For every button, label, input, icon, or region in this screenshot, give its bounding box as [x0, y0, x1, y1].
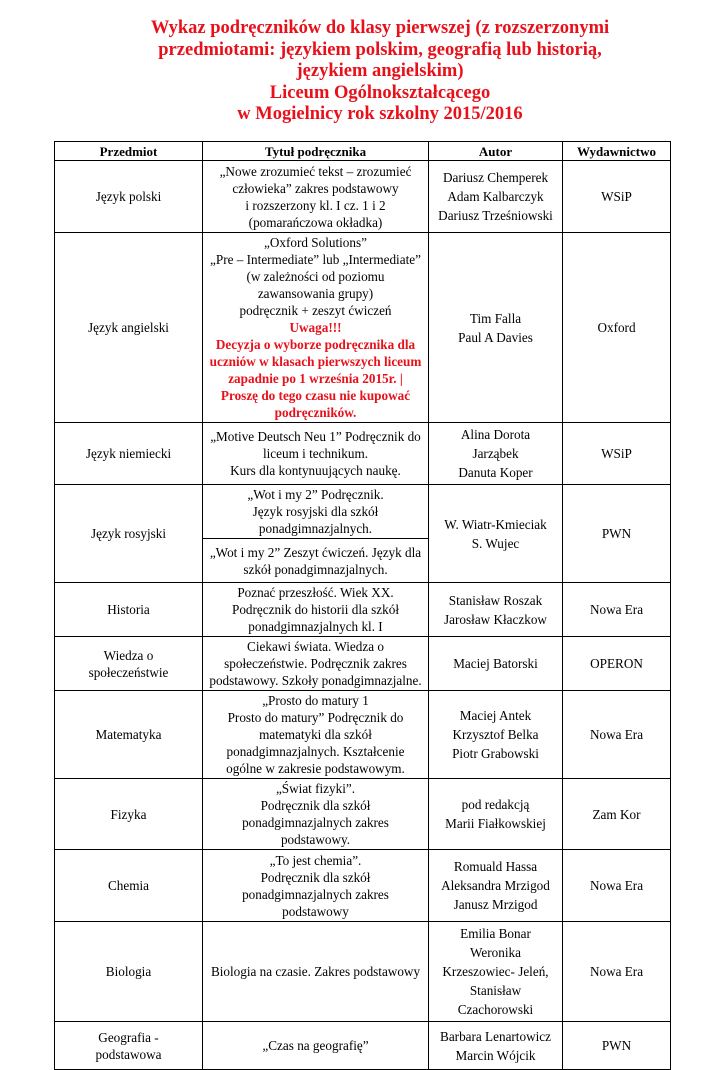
cell-line: Kurs dla kontynuujących naukę. — [230, 463, 401, 478]
publisher-cell: Nowa Era — [563, 922, 671, 1022]
cell-line: (pomarańczowa okładka) — [248, 214, 383, 230]
cell-line: Marcin Wójcik — [455, 1047, 536, 1063]
publisher-cell: Nowa Era — [563, 583, 671, 637]
cell-line: Biologia na czasie. Zakres podstawowy — [210, 964, 421, 979]
cell-line: W. Wiatr-Kmieciak — [444, 516, 547, 532]
subject-cell — [55, 850, 203, 922]
subject-cell — [55, 691, 203, 779]
cell-line: „Wot i my 2” Zeszyt ćwiczeń. Język dla — [209, 544, 422, 560]
cell-line: ogólne w zakresie podstawowym. — [226, 761, 405, 776]
publisher-cell: PWN — [563, 485, 671, 583]
author-cell — [429, 233, 563, 423]
author-cell — [429, 922, 563, 1022]
title-line: w Mogielnicy rok szkolny 2015/2016 — [237, 104, 523, 124]
cell-line: Historia — [107, 602, 150, 617]
cell-line: Chemia — [107, 878, 150, 893]
cell-line: (w zależności od poziomu — [246, 269, 385, 284]
title-line: przedmiotami: językiem polskim, geografią lub historią, — [158, 39, 602, 60]
cell-line: Fizyka — [110, 806, 147, 822]
cell-line: i rozszerzony kl. I cz. 1 i 2 — [245, 197, 386, 213]
cell-line: Język rosyjski — [90, 526, 167, 541]
textbook-table — [54, 141, 671, 1070]
header-title: Tytuł podręcznika — [203, 142, 429, 161]
cell-line: „Pre – Intermediate” lub „Intermediate” — [210, 252, 421, 267]
title-cell — [203, 922, 429, 1022]
subject-cell — [55, 637, 203, 691]
cell-line: podręczników. — [274, 405, 357, 420]
cell-line: Emilia Bonar — [460, 926, 531, 941]
title-cell — [203, 539, 429, 583]
cell-line: Tim Falla — [469, 310, 522, 326]
cell-line: Wiedza o — [103, 647, 154, 663]
table-row — [55, 485, 671, 539]
author-cell — [429, 423, 563, 485]
cell-line: Język rosyjski dla szkół — [252, 504, 379, 519]
cell-line: Biologia — [105, 964, 152, 979]
cell-line: S. Wujec — [471, 535, 520, 551]
cell-line: Dariusz Trześniowski — [438, 208, 553, 223]
subject-cell — [55, 485, 203, 583]
cell-line: Weronika — [470, 945, 521, 960]
table-row — [55, 583, 671, 637]
table-row — [55, 922, 671, 1022]
cell-line: Dariusz Chemperek — [442, 170, 549, 185]
publisher-cell: PWN — [563, 1022, 671, 1070]
table-row — [55, 850, 671, 922]
title-cell — [203, 1022, 429, 1070]
header-subject: Przedmiot — [55, 142, 203, 161]
cell-line: Język niemiecki — [85, 446, 172, 461]
cell-line: społeczeństwie — [88, 664, 169, 680]
author-cell — [429, 637, 563, 691]
cell-line: Maciej Antek — [459, 708, 532, 723]
cell-line: Język polski — [95, 189, 162, 204]
cell-line: podstawowa — [95, 1046, 162, 1062]
cell-line: Piotr Grabowski — [452, 746, 539, 761]
subject-cell — [55, 161, 203, 233]
cell-line: Alina Dorota — [460, 427, 531, 442]
header-author: Autor — [429, 142, 563, 161]
cell-line: ponadgimnazjalnych zakres — [242, 815, 389, 830]
title-cell — [203, 850, 429, 922]
author-cell — [429, 1022, 563, 1070]
cell-line: zawansowania grupy) — [257, 286, 374, 301]
cell-line: Podręcznik do historii dla szkół — [231, 602, 399, 617]
publisher-cell: WSiP — [563, 423, 671, 485]
document-title — [100, 18, 660, 126]
cell-line: Proszę do tego czasu nie kupować — [220, 388, 411, 403]
cell-line: Język angielski — [88, 320, 169, 335]
subject-cell — [55, 233, 203, 423]
table-row — [55, 779, 671, 850]
table-row — [55, 1022, 671, 1070]
cell-line: Prosto do matury” Podręcznik do — [227, 710, 404, 725]
cell-line: pod redakcją — [461, 797, 530, 812]
table-header-row — [55, 142, 671, 161]
cell-line: Krzysztof Belka — [452, 727, 539, 742]
subject-cell — [55, 922, 203, 1022]
publisher-cell: WSiP — [563, 161, 671, 233]
title-cell — [203, 583, 429, 637]
cell-line: Poznać przeszłość. Wiek XX. — [237, 585, 394, 600]
cell-line: uczniów w klasach pierwszych liceum — [209, 354, 422, 369]
title-cell — [203, 485, 429, 539]
cell-line: Paul A Davies — [458, 329, 533, 345]
cell-line: Podręcznik dla szkół — [260, 798, 371, 813]
author-cell — [429, 485, 563, 583]
cell-line: „Czas na geografię” — [262, 1038, 369, 1053]
cell-line: liceum i technikum. — [262, 446, 369, 461]
author-cell — [429, 691, 563, 779]
table-row — [55, 423, 671, 485]
cell-line: podstawowy. Szkoły ponadgimnazjalne. — [209, 673, 422, 688]
subject-cell — [55, 423, 203, 485]
cell-line: Danuta Koper — [458, 465, 533, 480]
publisher-cell: Zam Kor — [563, 779, 671, 850]
cell-line: Jarosław Kłaczkow — [444, 611, 547, 627]
table-row — [55, 691, 671, 779]
cell-line: Geografia - — [98, 1029, 159, 1045]
cell-line: podstawowy. — [280, 832, 351, 847]
cell-line: ponadgimnazjalnych. — [258, 521, 373, 536]
title-line: językiem angielskim) — [296, 61, 464, 81]
title-cell — [203, 161, 429, 233]
cell-line: Jarząbek — [472, 446, 519, 461]
title-cell — [203, 779, 429, 850]
cell-line: Barbara Lenartowicz — [440, 1028, 551, 1044]
title-cell — [203, 233, 429, 423]
table-row — [55, 637, 671, 691]
table-row — [55, 161, 671, 233]
publisher-cell: Nowa Era — [563, 850, 671, 922]
subject-cell — [55, 779, 203, 850]
cell-line: „Oxford Solutions” — [264, 235, 367, 250]
cell-line: „To jest chemia”. — [269, 852, 362, 868]
cell-line: Uwaga!!! — [289, 320, 342, 335]
cell-line: Krzeszowiec- Jeleń, — [442, 964, 549, 979]
cell-line: Stanisław Roszak — [448, 592, 543, 608]
cell-line: „Prosto do matury 1 — [262, 693, 369, 708]
title-line: Liceum Ogólnokształcącego — [269, 82, 491, 103]
cell-line: Maciej Batorski — [453, 656, 538, 671]
cell-line: Adam Kalbarczyk — [447, 189, 544, 204]
cell-line: podstawowy — [282, 903, 349, 919]
table-row — [55, 233, 671, 423]
author-cell — [429, 161, 563, 233]
cell-line: „Wot i my 2” Podręcznik. — [247, 487, 384, 502]
cell-line: człowieka” zakres podstawowy — [232, 180, 399, 196]
cell-line: Podręcznik dla szkół — [260, 869, 371, 885]
cell-line: Decyzja o wyborze podręcznika dla — [215, 337, 416, 352]
warning-note — [206, 319, 425, 421]
subject-cell — [55, 583, 203, 637]
cell-line: ponadgimnazjalnych zakres — [242, 886, 389, 902]
publisher-cell: Oxford — [563, 233, 671, 423]
author-cell — [429, 850, 563, 922]
cell-line: Czachorowski — [457, 1002, 534, 1017]
cell-line: ponadgimnazjalnych kl. I — [248, 619, 383, 634]
cell-line: Romuald Hassa — [453, 859, 538, 874]
cell-line: Marii Fiałkowskiej — [445, 816, 546, 831]
cell-line: Matematyka — [95, 727, 162, 742]
cell-line: „Nowe zrozumieć tekst – zrozumieć — [219, 163, 412, 179]
cell-line: Aleksandra Mrzigod — [441, 878, 550, 893]
publisher-cell: Nowa Era — [563, 691, 671, 779]
author-cell — [429, 583, 563, 637]
publisher-cell: OPERON — [563, 637, 671, 691]
cell-line: Stanisław — [469, 983, 522, 998]
cell-line: szkół ponadgimnazjalnych. — [243, 561, 388, 577]
cell-line: „Świat fizyki”. — [275, 781, 356, 796]
cell-line: podręcznik + zeszyt ćwiczeń — [239, 303, 392, 318]
cell-line: Ciekawi świata. Wiedza o — [247, 639, 384, 654]
title-cell — [203, 691, 429, 779]
table-body — [55, 161, 671, 1070]
title-cell — [203, 637, 429, 691]
cell-line: „Motive Deutsch Neu 1” Podręcznik do — [210, 429, 421, 444]
cell-line: matematyki dla szkół — [259, 727, 372, 742]
author-cell — [429, 779, 563, 850]
subject-cell — [55, 1022, 203, 1070]
header-publisher: Wydawnictwo — [563, 142, 671, 161]
cell-line: ponadgimnazjalnych. Kształcenie — [226, 744, 405, 759]
cell-line: Janusz Mrzigod — [453, 897, 538, 912]
cell-line: zapadnie po 1 września 2015r. | — [228, 371, 403, 386]
title-line: Wykaz podręczników do klasy pierwszej (z rozszerzonymi — [150, 18, 610, 38]
cell-line: społeczeństwie. Podręcznik zakres — [224, 656, 407, 671]
title-cell — [203, 423, 429, 485]
